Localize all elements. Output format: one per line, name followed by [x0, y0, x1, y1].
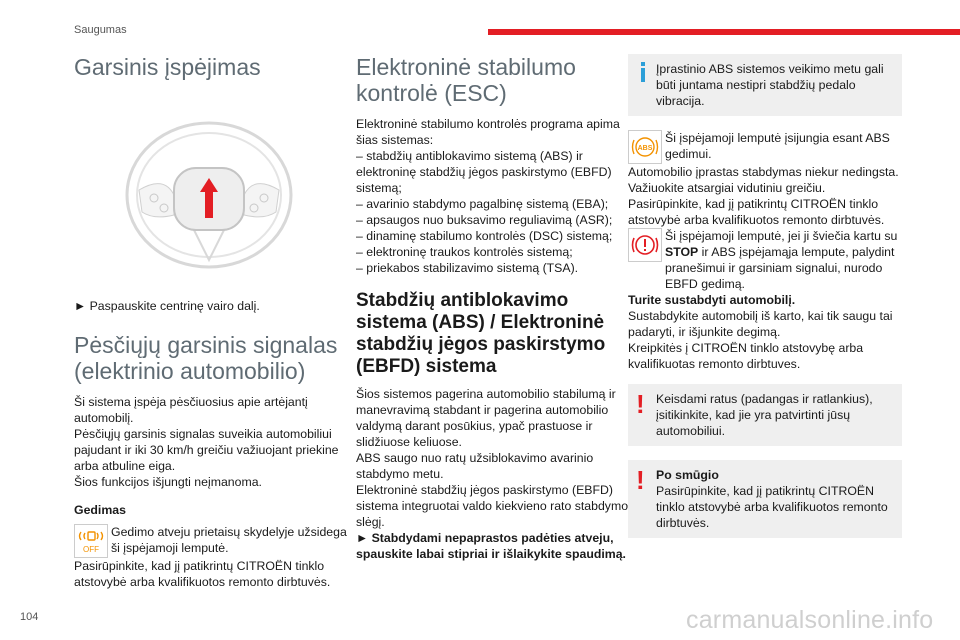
warning-exclamation-icon: !	[636, 389, 645, 419]
stop-word: STOP	[665, 245, 699, 259]
stop-vehicle-instruction: Turite sustabdyti automobilį.	[628, 293, 796, 307]
abs-ebfd-text: Šios sistemos pagerina automobilio stabilumą ir manevravimą stabdant ir pagerina automobilio valdymą darant posūkius, ypač prastuose ir slidžiuose keliuose. ABS saugo nuo ratų užsiblokavimo avarinio stabdymo metu. Elektroninė stabdžių jėgos paskirstymo (EBFD) sistema integruotai valdo kiekvieno rato stabdymo slėgį.	[356, 387, 629, 529]
wheel-change-warning-box	[628, 384, 902, 446]
horn-title: Garsinis įspėjimas	[74, 54, 261, 80]
abs-label: ABS	[637, 145, 653, 152]
abs-info-text: Įprastinio ABS sistemos veikimo metu gali būti juntama nestipri stabdžių pedalo vibracija.	[656, 62, 884, 108]
brake-warning-text	[665, 228, 902, 292]
failure-text: Gedimo atveju prietaisų skydelyje užsidega ši įspėjamoji lemputė.	[111, 525, 347, 555]
off-label: OFF	[83, 545, 99, 554]
watermark: carmanualsonline.info	[686, 606, 934, 634]
abs-ebfd-title: Stabdžių antiblokavimo sistema (ABS) / Elektroninė stabdžių jėgos paskirstymo (EBFD) sistema	[356, 290, 606, 377]
header-accent-bar	[488, 29, 960, 35]
failure-text-2: Pasirūpinkite, kad jį patikrintų CITROËN tinklo atstovybė arba kvalifikuotos remonto dirbtuvės.	[74, 559, 331, 589]
info-icon	[636, 61, 650, 83]
pedestrian-signal-text: Ši sistema įspėja pėsčiuosius apie artėjantį automobilį. Pėsčiųjų garsinis signalas suveikia automobiliui pajudant ir iki 30 km/h greičiu važiuojant priekine arba atbuline eiga. Šios funkcijos išjungti neįmanoma.	[74, 395, 339, 489]
abs-warning-icon	[628, 130, 662, 164]
page-number: 104	[20, 611, 39, 623]
abs-warning-text-2: Automobilio įprastas stabdymas niekur nedingsta. Važiuokite atsargiai vidutiniu greičiu. Pasirūpinkite, kad jį patikrintų CITROËN tinklo atstovybė arba kvalifikuotos remonto dirbtuvės.	[628, 165, 899, 227]
steering-wheel-illustration	[124, 120, 294, 270]
after-impact-warning-box	[628, 460, 902, 538]
brake-text-a: Ši įspėjamoji lemputė, jei ji šviečia kartu su	[665, 229, 898, 243]
abs-info-box	[628, 54, 902, 116]
wheel-change-warning-text: Keisdami ratus (padangas ir ratlankius), įsitikinkite, kad jie yra patvirtinti jūsų automobiliui.	[656, 392, 873, 438]
esc-intro: Elektroninė stabilumo kontrolės programa apima šias sistemas: – stabdžių antiblokavimo sistemą (ABS) ir elektroninę stabdžių jėgos paskirstymo (EBFD) sistemą; – avarinio stabdymo pagalbinę sistemą (EBA); – apsaugos nuo buksavimo reguliavimą (ASR); – dinaminę stabilumo kontrolės (DSC) sistemą; – elektroninę traukos kontrolės sistemą; – priekabos stabilizavimo sistemą (TSA).	[356, 117, 620, 275]
after-impact-title: Po smūgio	[656, 468, 719, 482]
abs-warning-row	[628, 130, 902, 164]
failure-warning-row	[74, 524, 348, 558]
emergency-brake-instruction: ► Stabdydami nepaprastos padėties atveju, spauskite labai stipriai ir išlaikykite spaudimą.	[356, 531, 626, 561]
brake-system-warning-icon	[628, 228, 662, 262]
esc-title: Elektroninė stabilumo kontrolė (ESC)	[356, 54, 576, 106]
abs-warning-text: Ši įspėjamoji lemputė įsijungia esant ABS gedimui.	[665, 131, 890, 161]
pedestrian-horn-off-icon	[74, 524, 108, 558]
after-impact-text: Pasirūpinkite, kad jį patikrintų CITROËN tinklo atstovybė arba kvalifikuotos remonto dirbtuvės.	[656, 484, 888, 530]
pedestrian-signal-title: Pėsčiųjų garsinis signalas (elektrinio automobilio)	[74, 332, 338, 384]
warning-exclamation-icon: !	[636, 465, 645, 495]
brake-text-b: ir ABS įspėjamąja lempute, palydint pranešimui ir garsiniam signalui, nurodo EBFD gedimą.	[665, 245, 895, 291]
brake-warning-row	[628, 228, 902, 292]
brake-warning-text-2: Sustabdykite automobilį iš karto, kai tik saugu tai padaryti, ir išjunkite degimą. Kreipkitės į CITROËN tinklo atstovybę arba kvalifikuotas remonto dirbtuves.	[628, 309, 893, 371]
failure-heading: Gedimas	[74, 503, 126, 517]
column-esc	[356, 54, 630, 562]
column-notes	[628, 54, 902, 552]
section-label: Saugumas	[74, 24, 127, 36]
horn-instruction: ► Paspauskite centrinę vairo dalį.	[74, 299, 260, 313]
column-horn	[74, 54, 348, 590]
